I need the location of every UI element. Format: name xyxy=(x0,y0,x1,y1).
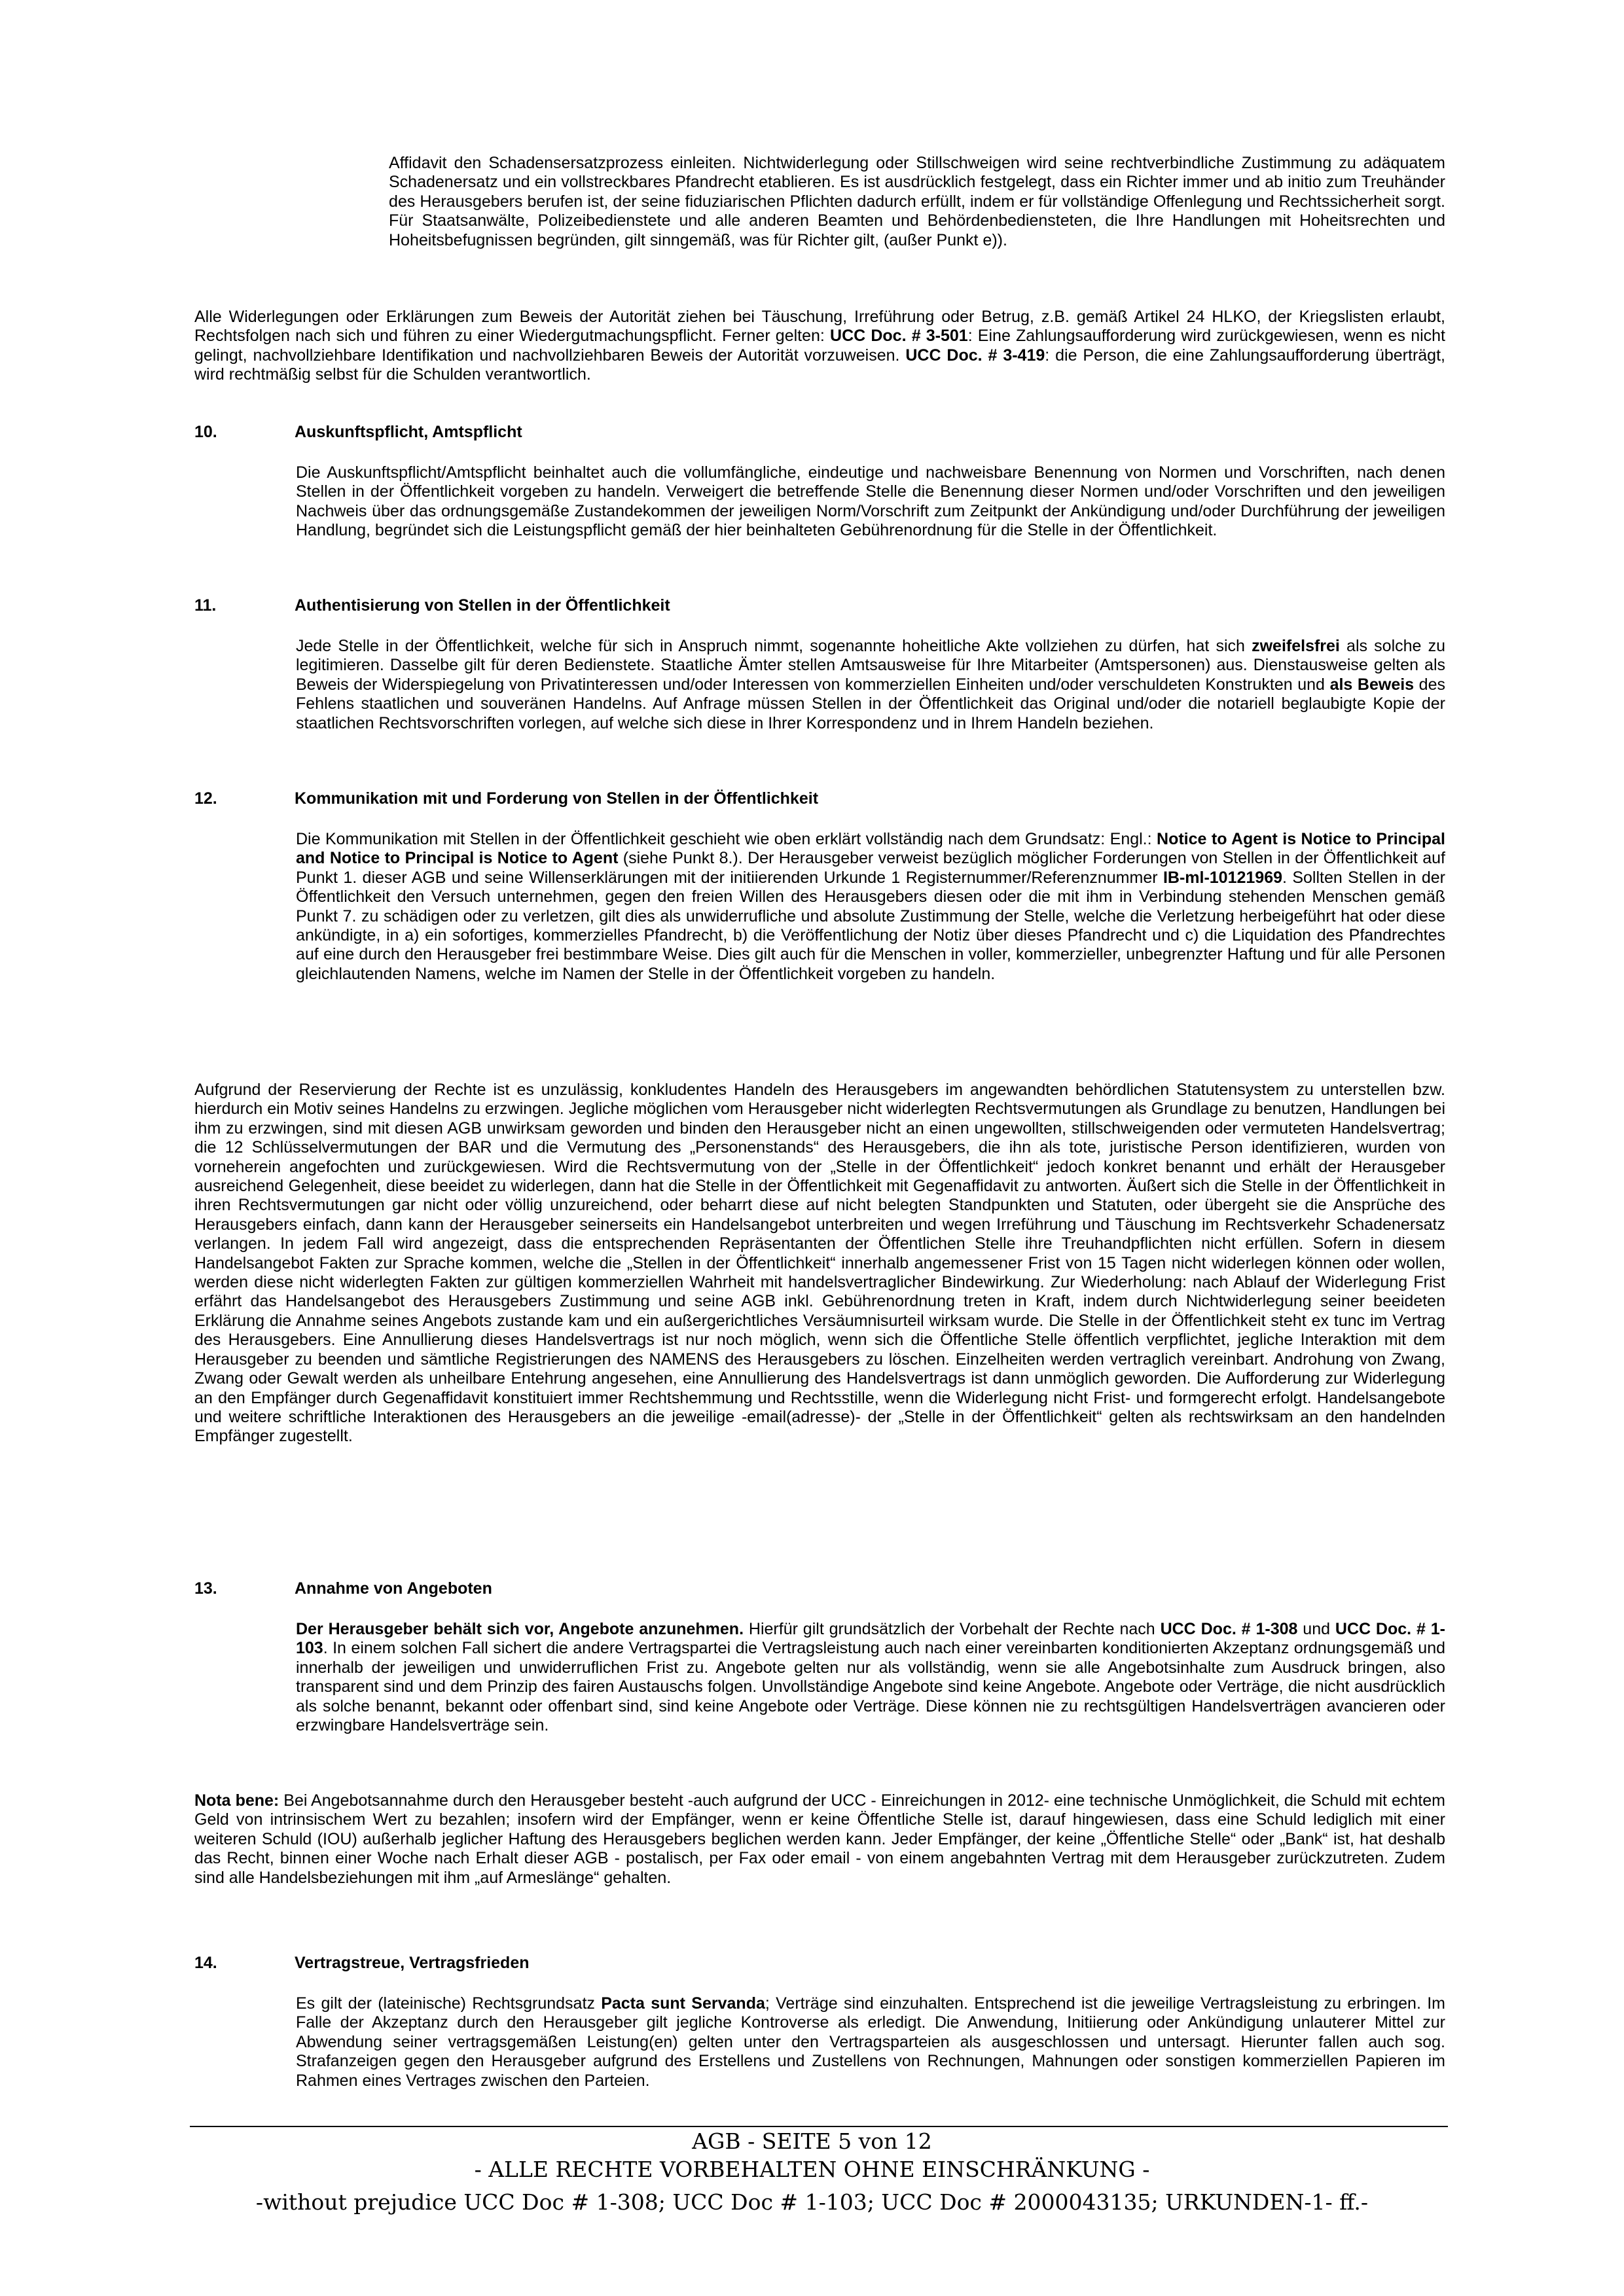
section-13-text-2: . In einem solchen Fall sichert die andere Vertragspartei die Vertragsleistung auch nach einer vereinbarten konditionierten Akzeptanz ordnungsgemäß und innerhalb der jeweiligen und unwiderruflichen Frist zu. Angebote gelten nur als vollständig, wenn sie alle Angebotsinhalte zum Ausdruck bringen, also transparent sind und dem Prinzip des fairen Austauschs folgen. Unvollständige Angebote sind keine Angebote. Angebote oder Verträge, die nicht ausdrücklich als solche benannt, bekannt oder offenbart sind, sind keine Angebote oder Verträge. Diese können nie zu rechtsgültigen Handelsverträgen avancieren oder erzwingbare Handelsverträge sein. xyxy=(296,1639,1445,1735)
section-title: Auskunftspflicht, Amtspflicht xyxy=(295,423,522,441)
section-10-heading xyxy=(194,423,522,442)
section-14-body xyxy=(296,1994,1445,2090)
authority-text-2: : Eine Zahlungsaufforderung wird zurückgewiesen, wenn es nicht gelingt, nachvollziehbare Identifikation und nachvollziehbaren Beweis der Autorität vorzuweisen. xyxy=(194,327,1445,365)
reservation-paragraph xyxy=(194,1081,1445,1446)
section-number: 11. xyxy=(194,596,217,615)
authority-text: Alle Widerlegungen oder Erklärungen zum Beweis der Autorität ziehen bei Täuschung, Irreführung oder Betrug, z.B. gemäß Artikel 24 HLKO, der Kriegslisten erlaubt, Rechtsfolgen nach sich und führen zu einer Wiedergutmachungspflicht. Ferner gelten: xyxy=(194,308,1445,346)
section-number: 12. xyxy=(194,789,217,808)
section-12-text: Die Kommunikation mit Stellen in der Öffentlichkeit geschieht wie oben erklärt vollständig nach dem Grundsatz: Engl.: xyxy=(296,830,1157,848)
section-14-text-2: ; Verträge sind einzuhalten. Entsprechend ist die jeweilige Vertragsleistung zu erbringen. Im Falle der Akzeptanz durch den Herausgeber gilt jegliche Kontroverse als erledigt. Die Anwendung, Initiierung oder Ankündigung unlauterer Mittel zur Abwendung seiner vertragsgemäßen Leistung(en) gelten unter den Vertragsparteien als ausgeschlossen und untersagt. Hierunter fallen auch sog. Strafanzeigen gegen den Herausgeber aufgrund des Erstellens und Zustellens von Rechnungen, Mahnungen oder sonstigen kommerziellen Papieren im Rahmen eines Vertrages zwischen den Parteien. xyxy=(296,1994,1445,2090)
footer-divider xyxy=(190,2126,1448,2127)
section-10-body xyxy=(296,463,1445,541)
section-11-heading xyxy=(194,596,670,615)
section-number: 14. xyxy=(194,1954,217,1972)
section-14-heading xyxy=(194,1954,530,1973)
section-11-text-2: als solche zu legitimieren. Dasselbe gilt für deren Bedienstete. Staatliche Ämter stellen Amtsausweise für Ihre Mitarbeiter (Amtspersonen) aus. Dienstausweise gelten als Beweis der Widerspiegelung von Privatinteressen und/oder Interessen von kommerziellen Einheiten und/oder verschuldeten Konstrukten und xyxy=(296,637,1445,694)
section-13-lead: Der Herausgeber behält sich vor, Angebote anzunehmen. xyxy=(296,1620,744,1638)
emphasis-als-beweis: als Beweis xyxy=(1329,675,1415,694)
authority-text-3: : die Person, die eine Zahlungsaufforderung überträgt, wird rechtmäßig selbst für die Schulden verantwortlich. xyxy=(194,346,1445,384)
authority-paragraph xyxy=(194,308,1445,385)
pacta-sunt-servanda: Pacta sunt Servanda xyxy=(601,1994,765,2013)
section-number: 13. xyxy=(194,1579,217,1598)
section-14-text: Es gilt der (lateinische) Rechtsgrundsatz xyxy=(296,1994,602,2013)
register-number: IB-ml-10121969 xyxy=(1163,868,1283,887)
ucc-ref-3-501: UCC Doc. # 3-501 xyxy=(830,327,968,346)
section-title: Annahme von Angeboten xyxy=(295,1579,492,1598)
section-12-text-2: (siehe Punkt 8.). Der Herausgeber verweist bezüglich möglicher Forderungen von Stellen in der Öffentlichkeit auf Punkt 1. dieser AGB und seine Willenserklärungen mit der initiierenden Urkunde 1 Registernummer/Referenznummer xyxy=(296,849,1445,887)
notice-to-agent-principle: Notice to Agent is Notice to Principal and Notice to Principal is Notice to Agent xyxy=(296,830,1445,868)
section-title: Authentisierung von Stellen in der Öffentlichkeit xyxy=(295,596,670,615)
ucc-ref-1-308: UCC Doc. # 1-308 xyxy=(1160,1620,1298,1638)
nota-bene-label: Nota bene: xyxy=(194,1791,280,1810)
section-10-text: Die Auskunftspflicht/Amtspflicht beinhaltet auch die vollumfängliche, eindeutige und nachweisbare Benennung von Normen und Vorschriften, nach denen Stellen in der Öffentlichkeit vorgeben zu handeln. Verweigert die betreffende Stelle die Benennung dieser Normen und/oder Vorschriften und den jeweiligen Nachweis über das ordnungsgemäße Zustandekommen der jeweiligen Norm/Vorschrift zum Zeitpunkt der Ankündigung und/oder Durchführung der jeweiligen Handlung, begründet sich die Leistungspflicht gemäß der hier beinhalteten Gebührenordnung für die Stelle in der Öffentlichkeit. xyxy=(296,463,1445,540)
section-title: Kommunikation mit und Forderung von Stellen in der Öffentlichkeit xyxy=(295,789,819,808)
footer-rights-reserved: - ALLE RECHTE VORBEHALTEN OHNE EINSCHRÄNKUNG - xyxy=(474,2157,1150,2182)
emphasis-zweifelsfrei: zweifelsfrei xyxy=(1252,637,1340,655)
footer-without-prejudice: -without prejudice UCC Doc # 1-308; UCC Doc # 1-103; UCC Doc # 2000043135; URKUNDEN-1- ff.- xyxy=(255,2189,1369,2215)
section-12-text-3: . Sollten Stellen in der Öffentlichkeit den Versuch unternehmen, gegen den freien Willen des Herausgebers diesen oder die mit ihm in Verbindung stehenden Menschen gemäß Punkt 7. zu schädigen oder zu verletzen, gilt dies als unwiderrufliche und absolute Zustimmung der Stelle, welche die Verletzung herbeigeführt hat oder diese ankündigte, in a) ein sofortiges, kommerzielles Pfandrecht, b) die Veröffentlichung der Notiz über dieses Pfandrecht und c) die Liquidation des Pfandrechtes auf eine durch den Herausgeber frei bestimmbare Weise. Dies gilt auch für die Menschen in voller, kommerzieller, unbegrenzter Haftung und für alle Personen gleichlautenden Namens, welche im Namen der Stelle in der Öffentlichkeit vorgeben zu handeln. xyxy=(296,868,1445,983)
intro-text: Affidavit den Schadensersatzprozess einleiten. Nichtwiderlegung oder Stillschweigen wird seine rechtverbindliche Zustimmung zu adäquatem Schadenersatz und ein vollstreckbares Pfandrecht etablieren. Es ist ausdrücklich festgelegt, dass ein Richter immer und ab initio zum Treuhänder des Herausgebers berufen ist, der seine fiduziarischen Pflichten dadurch erfüllt, indem er für vollständige Offenlegung und Rechtssicherheit sorgt. Für Staatsanwälte, Polizeibedienstete und alle anderen Beamten und Behördenbediensteten, die Ihre Handlungen mit Hoheitsrechten und Hoheitsbefugnissen begründen, gilt sinngemäß, was für Richter gilt, (außer Punkt e)). xyxy=(389,154,1445,249)
section-number: 10. xyxy=(194,423,217,441)
section-11-body xyxy=(296,637,1445,733)
nota-bene-text: Bei Angebotsannahme durch den Herausgeber besteht -auch aufgrund der UCC - Einreichungen in 2012- eine technische Unmöglichkeit, die Schuld mit echtem Geld von intrinsischem Wert zu bezahlen; insofern wird der Empfänger, wenn er keine Öffentliche Stelle ist, darauf hingewiesen, dass eine Schuld lediglich mit einer weiteren Schuld (IOU) außerhalb jeglicher Haftung des Herausgebers beglichen werden kann. Jeder Empfänger, der keine „Öffentliche Stelle“ oder „Bank“ ist, hat deshalb das Recht, binnen einer Woche nach Erhalt dieser AGB - postalisch, per Fax oder email - von einem angebahnten Vertrag mit dem Herausgeber zurückzutreten. Zudem sind alle Handelsbeziehungen mit ihm „auf Armeslänge“ gehalten. xyxy=(194,1791,1445,1887)
conjunction: und xyxy=(1297,1620,1335,1638)
section-13-body xyxy=(296,1620,1445,1735)
section-13-heading xyxy=(194,1579,492,1598)
section-11-text-3: des Fehlens staatlichen und souveränen Handelns. Auf Anfrage müssen Stellen in der Öffentlichkeit das Original und/oder die notariell beglaubigte Kopie der staatlichen Rechtsvorschriften vorlegen, auf welche sich diese in Ihrer Korrespondenz und in Ihrem Handeln beziehen. xyxy=(296,675,1445,732)
ucc-ref-1-103: UCC Doc. # 1-103 xyxy=(296,1620,1446,1658)
footer-page-number: AGB - SEITE 5 von 12 xyxy=(692,2128,932,2154)
nota-bene-paragraph xyxy=(194,1791,1445,1888)
section-13-text: Hierfür gilt grundsätzlich der Vorbehalt der Rechte nach xyxy=(744,1620,1161,1638)
section-11-text: Jede Stelle in der Öffentlichkeit, welche für sich in Anspruch nimmt, sogenannte hoheitliche Akte vollziehen zu dürfen, hat sich xyxy=(296,637,1252,655)
ucc-ref-3-419: UCC Doc. # 3-419 xyxy=(905,346,1045,365)
section-12-body xyxy=(296,830,1445,984)
section-12-heading xyxy=(194,789,818,808)
reservation-text: Aufgrund der Reservierung der Rechte ist es unzulässig, konkludentes Handeln des Herausgebers im angewandten behördlichen Statutensystem zu unterstellen bzw. hierdurch ein Motiv seines Handelns zu erzwingen. Jegliche möglichen vom Herausgeber nicht widerlegten Rechtsvermutungen als Grundlage zu benutzen, Handlungen bei ihm zu erzwingen, sind mit diesen AGB unwirksam geworden und binden den Herausgeber nicht an einen ungewollten, stillschweigenden oder vermuteten Handelsvertrag; die 12 Schlüsselvermutungen der BAR und die Vermutung des „Personenstands“ des Herausgebers, die ihn als tote, juristische Person identifizieren, wurden von vorneherein angefochten und zurückgewiesen. Wird die Rechtsvermutung von der „Stelle in der Öffentlichkeit“ jedoch konkret benannt und erhält der Herausgeber ausreichend Gelegenheit, diese beeidet zu widerlegen, dann hat die Stelle in der Öffentlichkeit mit Gegenaffidavit zu antworten. Äußert sich die Stelle in der Öffentlichkeit in ihren Rechtsvermutungen gar nicht oder völlig unzureichend, oder beharrt diese auf nicht belegten Standpunkten und Statuten, oder übergeht sie die Ansprüche des Herausgebers einfach, dann kann der Herausgeber seinerseits ein Handelsangebot unterbreiten und wegen Irreführung und Täuschung im Rechtsverkehr Schadenersatz verlangen. In jedem Fall wird angezeigt, dass die entsprechenden Repräsentanten der Öffentlichen Stelle ihre Treuhandpflichten nicht erfüllen. Sofern in diesem Handelsangebot Fakten zur Sprache kommen, welche die „Stellen in der Öffentlichkeit“ innerhalb angemessener Frist von 15 Tagen nicht widerlegen können oder wollen, werden diese nicht widerlegten Fakten zur gültigen kommerziellen Wahrheit mit handelsvertraglicher Bindewirkung. Zur Wiederholung: nach Ablauf der Widerlegung Frist erfährt das Handelsangebot des Herausgebers Zustimmung und seine AGB inkl. Gebührenordnung treten in Kraft, indem durch Nichtwiderlegung seiner beeideten Erklärung die Annahme seines Angebots zustande kam und ein außergerichtliches Versäumnisurteil wirksam wurde. Die Stelle in der Öffentlichkeit steht ex tunc im Vertrag des Herausgebers. Eine Annullierung dieses Handelsvertrags ist nur noch möglich, wenn sich die Öffentliche Stelle öffentlich verpflichtet, jegliche Interaktion mit dem Herausgeber zu beenden und sämtliche Registrierungen des NAMENS des Herausgebers zu löschen. Einzelheiten werden vertraglich vereinbart. Androhung von Zwang, Zwang oder Gewalt werden als unheilbare Entehrung angesehen, eine Annullierung des Handelsvertrags ist dann unmöglich geworden. Die Aufforderung zur Widerlegung an den Empfänger durch Gegenaffidavit konstituiert immer Rechtshemmung und Rechtsstille, wenn die Widerlegung nicht Frist- und formgerecht erfolgt. Handelsangebote und weitere schriftliche Interaktionen des Herausgebers an die jeweilige -email(adresse)- der „Stelle in der Öffentlichkeit“ gelten als rechtswirksam an den handelnden Empfänger zugestellt. xyxy=(194,1081,1445,1446)
section-title: Vertragstreue, Vertragsfrieden xyxy=(295,1954,530,1972)
intro-paragraph xyxy=(389,154,1445,250)
